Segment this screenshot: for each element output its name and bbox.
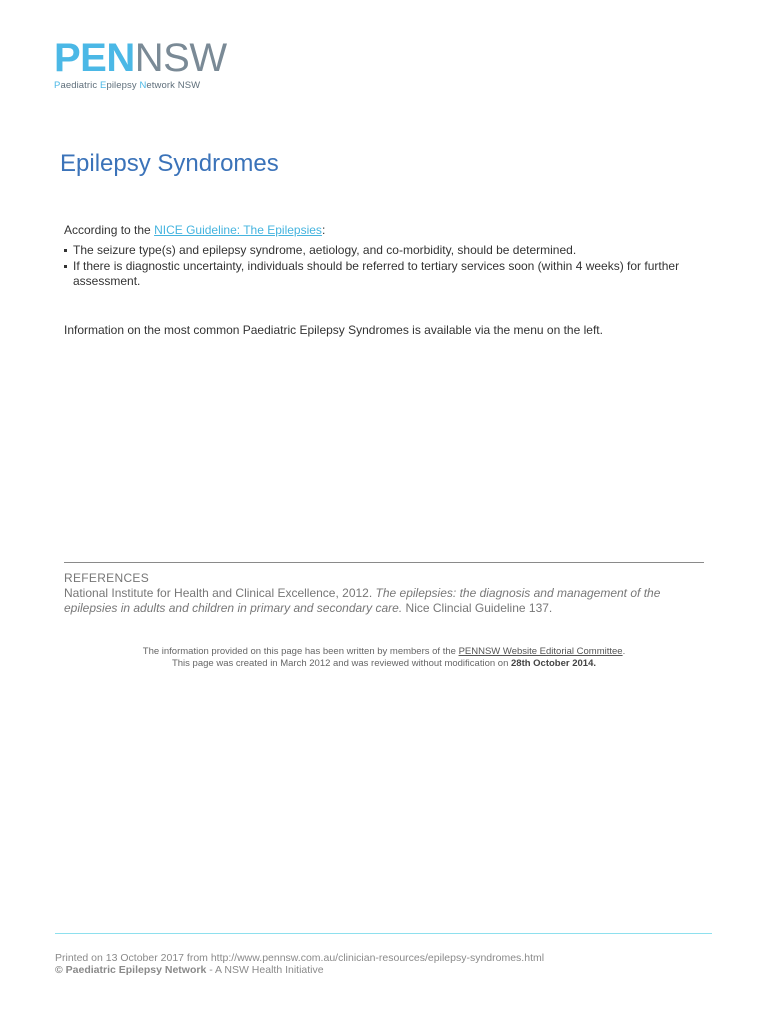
bullet-list [64, 243, 704, 289]
review-date: 28th October 2014. [511, 658, 597, 669]
nice-guideline-link[interactable]: NICE Guideline: The Epilepsies [154, 223, 322, 237]
references-heading: REFERENCES [64, 571, 150, 585]
intro-paragraph: According to the NICE Guideline: The Epilepsies: [64, 223, 326, 237]
editorial-line-2: This page was created in March 2012 and was reviewed without modification on 28th October 2014. [171, 658, 597, 669]
footer-divider [55, 933, 712, 934]
list-item: The seizure type(s) and epilepsy syndrome, aetiology, and co-morbidity, should be determined. [64, 243, 704, 258]
logo-wordmark [54, 38, 227, 78]
list-item: If there is diagnostic uncertainty, individuals should be referred to tertiary services soon (within 4 weeks) for further assessment. [64, 259, 704, 289]
pennsw-logo[interactable] [54, 38, 227, 91]
logo-tagline: Paediatric Epilepsy Network NSW [54, 80, 201, 91]
page-footer [55, 952, 544, 976]
info-paragraph: Information on the most common Paediatric Epilepsy Syndromes is available via the menu on the left. [64, 323, 603, 337]
reference-entry: National Institute for Health and Clinical Excellence, 2012. The epilepsies: the diagnosis and management of the epilepsies in adults and children in primary and secondary care. Nice Clincial Guideline 137. [64, 586, 661, 615]
logo-brand-light: NSW [134, 36, 227, 80]
references-section [64, 571, 704, 616]
page-title: Epilepsy Syndromes [60, 150, 279, 177]
references-divider [64, 562, 704, 563]
main-content [64, 223, 704, 338]
editorial-note [64, 646, 704, 670]
copyright: © Paediatric Epilepsy Network - A NSW Health Initiative [55, 964, 324, 976]
print-info: Printed on 13 October 2017 from http://www.pennsw.com.au/clinician-resources/epilepsy-syndromes.html [55, 952, 545, 964]
editorial-committee-link[interactable]: PENNSW Website Editorial Committee [458, 646, 623, 657]
logo-brand-bold: PEN [54, 36, 135, 80]
editorial-line-1: The information provided on this page has been written by members of the PENNSW Website Editorial Committee. [142, 646, 626, 657]
